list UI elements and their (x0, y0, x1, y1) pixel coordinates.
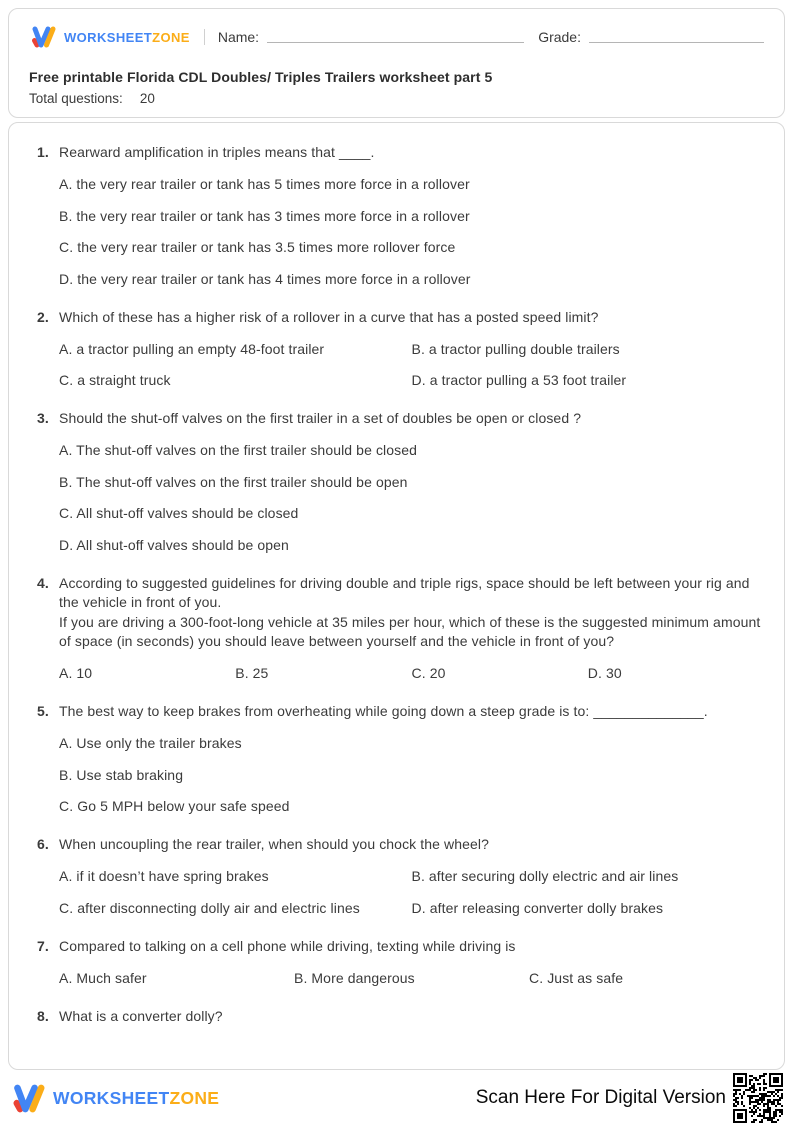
question-number: 8. (37, 1007, 49, 1024)
question-body (59, 702, 764, 816)
question-list (37, 143, 764, 1039)
question-text-line: If you are driving a 300-foot-long vehicle at 35 miles per hour, which of these is the suggested minimum amount of space (in seconds) you should leave between yourself and the vehicle in front of you? (59, 613, 761, 649)
question-text (59, 835, 764, 855)
option-text: Use only the trailer brakes (76, 735, 242, 751)
option-text: the very rear trailer or tank has 4 times more force in a rollover (77, 270, 471, 287)
question-4 (37, 574, 764, 684)
option-label: D. (411, 372, 430, 388)
option-label: A. (59, 442, 77, 458)
footer-logo-wordmark (53, 1088, 219, 1109)
question-number: 2. (37, 308, 49, 325)
option-label: D. (587, 665, 606, 681)
question-text (59, 574, 764, 652)
option-label: A. (59, 868, 77, 884)
option-label: D. (59, 536, 77, 553)
option-text: a tractor pulling an empty 48-foot trailer (76, 340, 325, 357)
header-divider (204, 29, 205, 45)
question-3 (37, 409, 764, 555)
option-text: after securing dolly electric and air lines (428, 868, 679, 884)
footer (10, 1074, 783, 1122)
header-card (8, 8, 785, 118)
options-grid (59, 867, 764, 918)
option-a (59, 175, 764, 194)
question-8 (37, 1007, 764, 1039)
option-c (59, 899, 412, 918)
option-label: A. (59, 340, 77, 357)
footer-logo-icon (10, 1084, 46, 1113)
question-body (59, 308, 764, 391)
total-questions-value: 20 (139, 91, 155, 106)
question-number: 6. (37, 836, 49, 852)
question-body (59, 937, 764, 988)
options-grid (59, 969, 764, 988)
option-label: B. (411, 340, 429, 357)
options-grid (59, 664, 764, 683)
header-row (29, 26, 764, 48)
total-questions (29, 91, 764, 106)
option-label: C. (59, 798, 78, 814)
questions-card (8, 122, 785, 1070)
footer-worksheetzone-logo (10, 1084, 219, 1113)
option-label: B. (294, 969, 312, 986)
option-text: after disconnecting dolly air and electric lines (77, 899, 360, 916)
option-d (412, 899, 765, 918)
option-a (59, 441, 764, 460)
question-body (59, 574, 764, 684)
option-label: B. (411, 868, 429, 884)
question-number: 7. (37, 937, 49, 954)
option-text: a straight truck (77, 372, 171, 388)
grade-label: Grade: (538, 29, 581, 45)
logo-text-zone: ZONE (152, 29, 190, 45)
option-text: after releasing converter dolly brakes (429, 899, 664, 916)
option-label: B. (59, 473, 77, 490)
option-a (59, 734, 764, 753)
question-text-line: Rearward amplification in triples means that ____. (59, 144, 375, 160)
option-text: Use stab braking (76, 766, 184, 783)
question-text (59, 702, 764, 722)
option-label: C. (529, 969, 548, 986)
question-text (59, 409, 764, 429)
question-text-line: When uncoupling the rear trailer, when should you chock the wheel? (59, 836, 489, 852)
option-a (59, 969, 294, 988)
option-c (412, 664, 588, 683)
option-text: a tractor pulling double trailers (428, 340, 620, 357)
question-number: 4. (37, 574, 49, 591)
question-body (59, 1007, 764, 1039)
scan-here-text: Scan Here For Digital Version (475, 1087, 726, 1108)
name-input-line[interactable] (267, 42, 524, 43)
option-a (59, 664, 235, 683)
option-b (59, 766, 764, 785)
question-body (59, 409, 764, 555)
option-a (59, 340, 412, 359)
option-d (59, 536, 764, 555)
option-a (59, 867, 412, 886)
question-text (59, 1007, 764, 1027)
option-b (59, 207, 764, 226)
option-label: C. (59, 505, 77, 521)
footer-logo-text-worksheet: WORKSHEET (53, 1087, 170, 1108)
option-b (412, 867, 765, 886)
option-text: The shut-off valves on the first trailer should be closed (76, 442, 418, 458)
option-text: More dangerous (311, 969, 415, 986)
question-text-line: According to suggested guidelines for driving double and triple rigs, space should be left between your rig and the vehicle in front of you. (59, 574, 750, 610)
option-text: the very rear trailer or tank has 3.5 times more rollover force (77, 239, 456, 255)
option-d (59, 270, 764, 289)
option-label: C. (59, 372, 78, 388)
option-text: the very rear trailer or tank has 3 times more force in a rollover (76, 207, 470, 224)
question-number: 5. (37, 703, 49, 719)
worksheetzone-logo-icon (29, 26, 57, 48)
option-label: B. (59, 766, 77, 783)
option-label: D. (59, 270, 78, 287)
option-label: C. (59, 899, 78, 916)
worksheet-title: Free printable Florida CDL Doubles/ Triples Trailers worksheet part 5 (29, 69, 493, 85)
options-grid (59, 734, 764, 816)
question-text (59, 308, 764, 328)
option-c (59, 371, 412, 390)
option-d (588, 664, 764, 683)
logo-text-worksheet: WORKSHEET (64, 29, 153, 45)
options-grid (59, 340, 764, 391)
option-b (294, 969, 529, 988)
option-label: B. (235, 665, 253, 681)
question-text-line: The best way to keep brakes from overheating while going down a steep grade is to: ______________. (59, 703, 708, 719)
total-questions-label: Total questions: (29, 91, 123, 106)
option-text: 10 (76, 665, 93, 681)
question-1 (37, 143, 764, 289)
option-label: A. (59, 969, 77, 986)
question-number: 3. (37, 410, 49, 426)
options-grid (59, 441, 764, 555)
option-text: All shut-off valves should be closed (76, 505, 299, 521)
worksheetzone-logo (29, 26, 190, 48)
question-text-line: Compared to talking on a cell phone while driving, texting while driving is (59, 937, 516, 954)
options-grid (59, 175, 764, 289)
question-body (59, 143, 764, 289)
option-c (529, 969, 764, 988)
grade-input-line[interactable] (589, 42, 764, 43)
footer-logo-text-zone: ZONE (169, 1087, 220, 1108)
question-2 (37, 308, 764, 391)
option-text: if it doesn’t have spring brakes (76, 868, 269, 884)
question-text-line: Which of these has a higher risk of a rollover in a curve that has a posted speed limit? (59, 308, 599, 325)
option-text: 25 (252, 665, 269, 681)
option-text: a tractor pulling a 53 foot trailer (429, 372, 627, 388)
question-body (59, 835, 764, 918)
question-number: 1. (37, 144, 49, 160)
name-label: Name: (217, 29, 260, 45)
option-b (59, 473, 764, 492)
option-text: the very rear trailer or tank has 5 times more force in a rollover (76, 176, 470, 192)
option-text: Just as safe (547, 969, 624, 986)
option-d (412, 371, 765, 390)
question-5 (37, 702, 764, 816)
question-6 (37, 835, 764, 918)
option-text: 20 (429, 665, 446, 681)
option-text: Much safer (76, 969, 147, 986)
option-c (59, 238, 764, 257)
option-label: B. (59, 207, 77, 224)
option-text: All shut-off valves should be open (76, 536, 289, 553)
question-7 (37, 937, 764, 988)
question-text-line: Should the shut-off valves on the first trailer in a set of doubles be open or closed ? (59, 410, 582, 426)
option-c (59, 797, 764, 816)
option-text: The shut-off valves on the first trailer should be open (76, 473, 408, 490)
option-b (412, 340, 765, 359)
question-text (59, 937, 764, 957)
option-label: C. (59, 239, 78, 255)
qr-code (733, 1073, 783, 1123)
option-label: A. (59, 665, 77, 681)
option-label: C. (411, 665, 430, 681)
option-text: Go 5 MPH below your safe speed (77, 798, 290, 814)
option-text: 30 (605, 665, 622, 681)
question-text-line: What is a converter dolly? (59, 1007, 223, 1024)
question-text (59, 143, 764, 163)
option-label: A. (59, 735, 77, 751)
option-label: D. (411, 899, 430, 916)
option-label: A. (59, 176, 77, 192)
option-b (235, 664, 411, 683)
logo-wordmark (64, 30, 190, 45)
option-c (59, 504, 764, 523)
